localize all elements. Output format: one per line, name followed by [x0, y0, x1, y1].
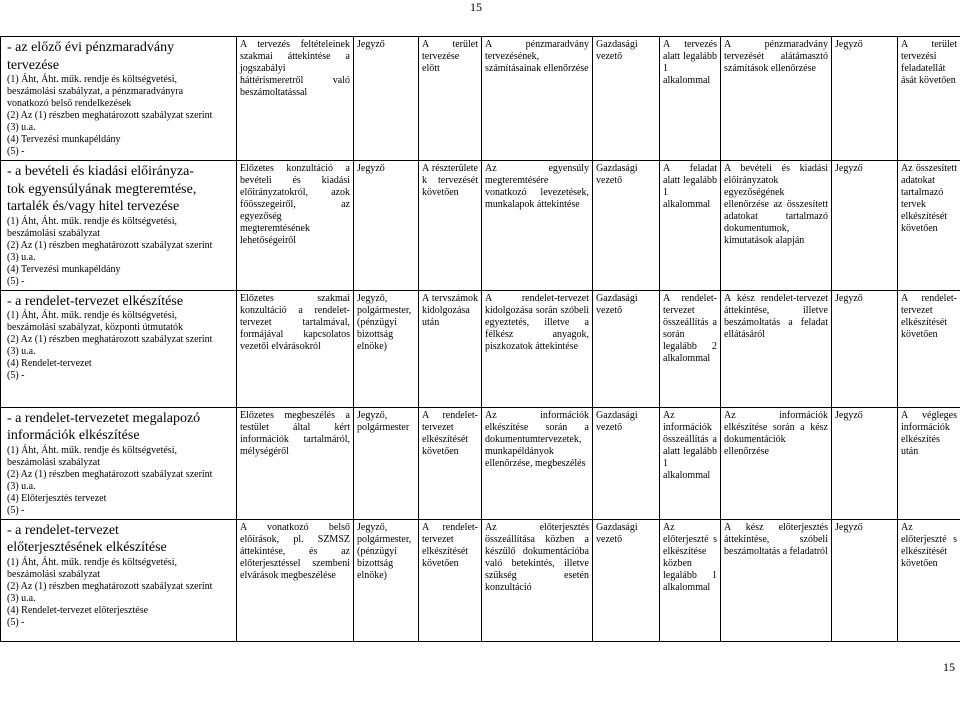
task-description-cell: [1, 37, 237, 161]
task-detail-line: (5) -: [7, 616, 25, 628]
timing-cell: A rendelet-tervezet elkészítését követően: [419, 407, 482, 519]
monitoring-person-cell: Gazdasági vezető: [593, 519, 660, 641]
monitoring-person-cell: Gazdasági vezető: [593, 290, 660, 407]
monitoring-action-cell: Az előterjesztés összeállítása közben a készülő dokumentációba való betekintés, illetve szükség esetén konzultáció: [482, 519, 593, 641]
table-row: [1, 407, 960, 519]
task-detail-line: (5) -: [7, 370, 25, 381]
final-check-person-cell: Jegyző: [832, 519, 898, 641]
final-check-timing-cell: A rendelet-tervezet elkészítését követően: [898, 290, 960, 407]
timing-cell: A tervszámok kidolgozása után: [419, 290, 482, 407]
task-description-cell: [1, 290, 237, 407]
task-detail-line: (2) Az (1) részben meghatározott szabályzat szerint: [7, 334, 213, 345]
task-detail-line: (2) Az (1) részben meghatározott szabályzat szerint: [7, 580, 213, 592]
task-heading-line: - a rendelet-tervezet elkészítése: [7, 293, 184, 309]
task-detail-line: beszámolási szabályzat, a pénzmaradványra: [7, 86, 184, 97]
monitoring-frequency-cell: Az előterjeszté s elkészítése közben legalább 1 alkalommal: [660, 519, 721, 641]
control-action-cell: Előzetes szakmai konzultáció a rendelet-tervezet tartalmával, formájával kapcsolatos vezetői elvárásokról: [237, 290, 354, 407]
final-check-person-cell: Jegyző: [832, 407, 898, 519]
control-action-cell: Előzetes megbeszélés a testület által kért információk tartalmáról, mélységéről: [237, 407, 354, 519]
task-description-cell: [1, 161, 237, 291]
responsible-person-cell: Jegyző: [354, 37, 419, 161]
timing-cell: A rendelet-tervezet elkészítését követően: [419, 519, 482, 641]
task-detail-line: (2) Az (1) részben meghatározott szabályzat szerint: [7, 110, 213, 121]
task-heading-line: tartalék és/vagy hitel tervezése: [7, 199, 180, 214]
task-heading-line: tervezése: [7, 57, 60, 73]
monitoring-frequency-cell: A rendelet-tervezet összeállítás a során legalább 2 alkalommal: [660, 290, 721, 407]
task-detail-line: (5) -: [7, 504, 25, 516]
task-detail-line: beszámolási szabályzat: [7, 227, 101, 239]
task-detail-line: (1) Áht, Áht. műk. rendje és költségvetési,: [7, 215, 177, 227]
task-detail-line: (4) Rendelet-tervezet: [7, 358, 92, 369]
task-detail-line: (4) Tervezési munkapéldány: [7, 263, 121, 275]
monitoring-frequency-cell: Az információk összeállítás a alatt legalább 1 alkalommal: [660, 407, 721, 519]
final-check-cell: Az információk elkészítése során a kész dokumentációk ellenőrzése: [721, 407, 832, 519]
table-row: [1, 161, 960, 291]
task-detail-line: (3) u.a.: [7, 592, 36, 604]
monitoring-action-cell: A rendelet-tervezet kidolgozása során szóbeli egyeztetés, illetve a félkész anyagok, piszkozatok áttekintése: [482, 290, 593, 407]
task-detail-line: (3) u.a.: [7, 122, 36, 133]
monitoring-person-cell: Gazdasági vezető: [593, 37, 660, 161]
task-detail-line: (4) Előterjesztés tervezet: [7, 492, 107, 504]
final-check-timing-cell: A végleges információk elkészítés után: [898, 407, 960, 519]
task-detail-line: (4) Tervezési munkapéldány: [7, 134, 121, 145]
final-check-timing-cell: Az előterjeszté s elkészítését követően: [898, 519, 960, 641]
task-heading: [7, 163, 233, 216]
task-detail-line: beszámolási szabályzat: [7, 456, 101, 468]
monitoring-action-cell: A pénzmaradvány tervezésének, számításainak ellenőrzése: [482, 37, 593, 161]
task-detail-line: beszámolási szabályzat: [7, 568, 101, 580]
responsible-person-cell: Jegyző, polgármester, (pénzügyi bizottság elnöke): [354, 519, 419, 641]
final-check-cell: A bevételi és kiadási előirányzatok egyezőségének ellenőrzése az összesített adatokat tartalmazó dokumentumok, kimutatások alapján: [721, 161, 832, 291]
task-heading-line: - a rendelet-tervezetet megalapozó: [7, 410, 201, 426]
task-detail-line: (3) u.a.: [7, 480, 36, 492]
control-action-cell: A tervezés feltételeinek szakmai áttekintése a jogszabályi háttérismeretről való beszámoltatással: [237, 37, 354, 161]
page-number-top: 15: [470, 0, 482, 14]
task-detail-line: (3) u.a.: [7, 346, 36, 357]
table-row: [1, 519, 960, 641]
task-heading-line: tok egyensúlyának megteremtése,: [7, 181, 197, 197]
task-heading: [7, 293, 233, 311]
timing-cell: A terület tervezése előtt: [419, 37, 482, 161]
final-check-cell: A kész rendelet-tervezet áttekintése, illetve beszámoltatás a feladat ellátásáról: [721, 290, 832, 407]
task-description-cell: [1, 407, 237, 519]
monitoring-frequency-cell: A tervezés alatt legalább 1 alkalommal: [660, 37, 721, 161]
monitoring-person-cell: Gazdasági vezető: [593, 407, 660, 519]
timing-cell: A részterülete k tervezését követően: [419, 161, 482, 291]
task-detail-line: (5) -: [7, 146, 25, 157]
final-check-person-cell: Jegyző: [832, 161, 898, 291]
monitoring-frequency-cell: A feladat alatt legalább 1 alkalommal: [660, 161, 721, 291]
internal-control-table: [0, 36, 960, 642]
final-check-person-cell: Jegyző: [832, 290, 898, 407]
task-detail-line: (1) Áht, Áht. műk. rendje és költségvetési,: [7, 310, 177, 321]
task-detail-line: (1) Áht, Áht. műk. rendje és költségvetési,: [7, 444, 177, 456]
monitoring-action-cell: Az információk elkészítése során a dokumentumtervezetek, munkapéldányok ellenőrzése, megbeszélés: [482, 407, 593, 519]
monitoring-action-cell: Az egyensúly megteremtésére vonatkozó levezetések, munkalapok áttekintése: [482, 161, 593, 291]
task-heading-line: - a bevételi és kiadási előirányza-: [7, 164, 194, 179]
page-number-bottom: 15: [943, 660, 955, 674]
task-heading-line: - a rendelet-tervezet: [7, 522, 119, 538]
monitoring-person-cell: Gazdasági vezető: [593, 161, 660, 291]
final-check-timing-cell: A terület tervezési feladatellát ását követően: [898, 37, 960, 161]
task-detail-line: beszámolási szabályzat, központi útmutatók: [7, 322, 184, 333]
final-check-cell: A pénzmaradvány tervezését alátámasztó számítások ellenőrzése: [721, 37, 832, 161]
final-check-timing-cell: Az összesített adatokat tartalmazó tervek elkészítését követően: [898, 161, 960, 291]
task-heading: [7, 410, 233, 445]
task-heading-line: - az előző évi pénzmaradvány: [7, 40, 175, 55]
task-heading: [7, 522, 233, 557]
control-action-cell: A vonatkozó belső előírások, pl. SZMSZ áttekintése, és az előterjesztéssel szembeni elvárások megbeszélése: [237, 519, 354, 641]
task-description-cell: [1, 519, 237, 641]
responsible-person-cell: Jegyző, polgármester: [354, 407, 419, 519]
table-row: [1, 290, 960, 407]
task-detail-line: (1) Áht, Áht. műk. rendje és költségvetési,: [7, 74, 177, 85]
task-heading: [7, 39, 233, 74]
table-row: [1, 37, 960, 161]
task-detail-line: (1) Áht, Áht. műk. rendje és költségvetési,: [7, 556, 177, 568]
task-detail-line: (2) Az (1) részben meghatározott szabályzat szerint: [7, 468, 213, 480]
task-heading-line: információk elkészítése: [7, 428, 140, 443]
task-heading-line: előterjesztésének elkészítése: [7, 540, 167, 555]
final-check-cell: A kész előterjesztés áttekintése, szóbeli beszámoltatás a feladatról: [721, 519, 832, 641]
task-detail-line: (4) Rendelet-tervezet előterjesztése: [7, 604, 149, 616]
responsible-person-cell: Jegyző: [354, 161, 419, 291]
task-detail-line: (3) u.a.: [7, 251, 36, 263]
task-detail-line: (2) Az (1) részben meghatározott szabályzat szerint: [7, 239, 213, 251]
task-detail-line: vonatkozó belső rendelkezések: [7, 98, 132, 109]
task-detail-line: (5) -: [7, 275, 25, 287]
responsible-person-cell: Jegyző, polgármester, (pénzügyi bizottság elnöke): [354, 290, 419, 407]
control-action-cell: Előzetes konzultáció a bevételi és kiadási előirányzatokról, azok főösszegeiről, az egyezőség megteremtésének lehetőségeiről: [237, 161, 354, 291]
final-check-person-cell: Jegyző: [832, 37, 898, 161]
table-body: [1, 37, 960, 642]
